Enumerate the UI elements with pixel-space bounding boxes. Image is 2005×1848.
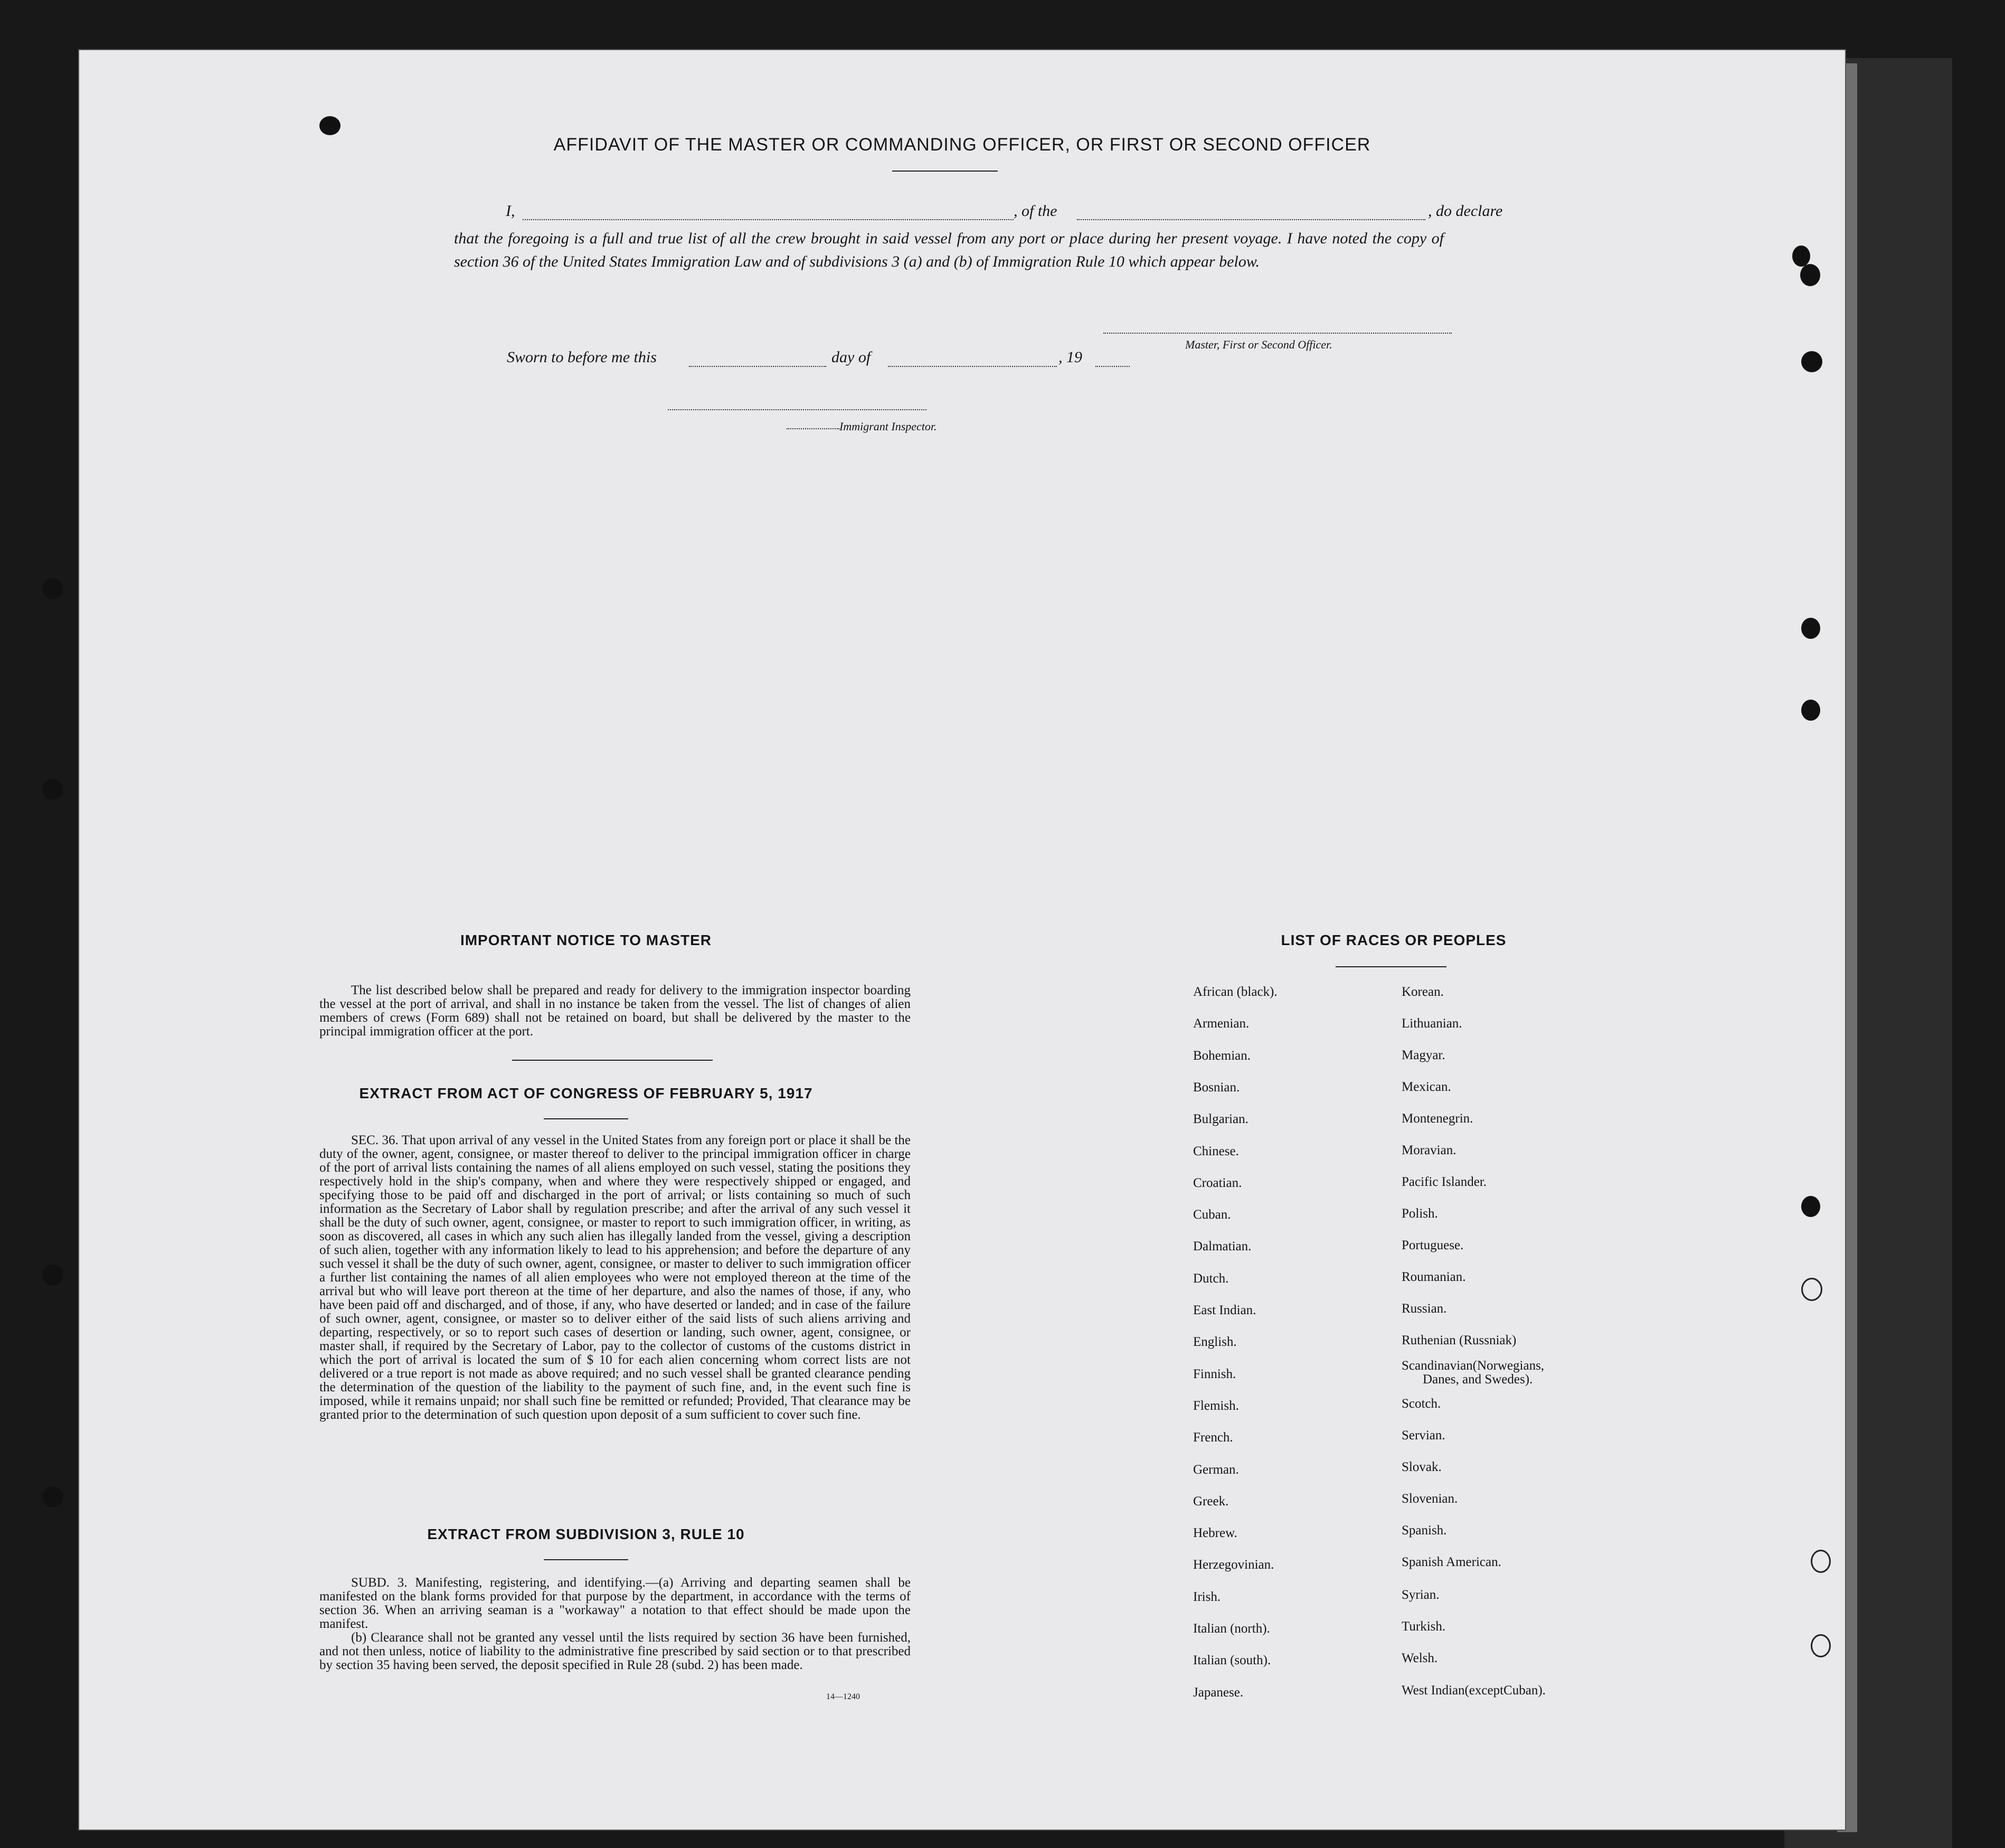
punch-hole: [1801, 1196, 1820, 1217]
affidavit-title: AFFIDAVIT OF THE MASTER OR COMMANDING OFFICER, OR FIRST OR SECOND OFFICER: [553, 135, 1371, 155]
race-item: Bulgarian.: [1193, 1112, 1249, 1127]
sworn-label: Sworn to before me this: [507, 348, 657, 366]
punch-hole: [42, 779, 63, 800]
act-heading-underline: [544, 1118, 628, 1119]
race-item: West Indian(exceptCuban).: [1402, 1683, 1546, 1698]
sworn-day-field[interactable]: [689, 366, 826, 367]
race-item: Turkish.: [1402, 1619, 1446, 1634]
race-item: Slovenian.: [1402, 1492, 1458, 1506]
punch-hole: [1811, 1634, 1831, 1657]
punch-hole: [319, 116, 341, 135]
race-item: Scotch.: [1402, 1397, 1441, 1411]
declare-label: , do declare: [1428, 202, 1503, 220]
race-item: Montenegrin.: [1402, 1111, 1473, 1126]
race-item: Hebrew.: [1193, 1526, 1237, 1541]
manifest-page: [79, 50, 1845, 1830]
punch-hole: [42, 578, 63, 599]
race-item: Syrian.: [1402, 1588, 1440, 1602]
race-item: East Indian.: [1193, 1303, 1256, 1317]
vessel-label: , of the: [1014, 202, 1057, 220]
race-item: Polish.: [1402, 1206, 1438, 1221]
race-item: Magyar.: [1402, 1048, 1445, 1062]
race-item: Servian.: [1402, 1428, 1445, 1442]
punch-hole: [1801, 700, 1820, 721]
race-item: African (black).: [1193, 985, 1278, 999]
race-item: Dutch.: [1193, 1271, 1229, 1286]
race-item: Flemish.: [1193, 1398, 1239, 1413]
race-item: French.: [1193, 1430, 1233, 1445]
punch-hole: [1801, 618, 1820, 639]
punch-hole: [1801, 1278, 1822, 1301]
race-item: Danes, and Swedes).: [1423, 1372, 1533, 1387]
race-item: Russian.: [1402, 1302, 1447, 1316]
title-underline: [892, 171, 998, 172]
vessel-name-field[interactable]: [1077, 219, 1425, 220]
notice-divider: [512, 1060, 713, 1061]
inspector-signature-line[interactable]: [668, 409, 926, 410]
form-number: 14—1240: [826, 1692, 860, 1701]
rule-extract-text-a: SUBD. 3. Manifesting, registering, and identifying.—(a) Arriving and departing seamen shall be manifested on the blank forms provided for that purpose by the department, in accordance with the terms of section 36. When an arriving seaman is a "workaway" a notation to that effect should be made upon the manifest.: [319, 1576, 911, 1631]
race-item: Chinese.: [1193, 1144, 1239, 1158]
race-item: Pacific Islander.: [1402, 1175, 1487, 1189]
race-item: Slovak.: [1402, 1460, 1442, 1474]
year-label: , 19: [1058, 348, 1082, 366]
race-item: Croatian.: [1193, 1175, 1242, 1190]
race-item: Roumanian.: [1402, 1270, 1466, 1284]
day-of-label: day of: [831, 348, 871, 366]
race-item: Lithuanian.: [1402, 1016, 1462, 1031]
sworn-year-field[interactable]: [1095, 366, 1130, 367]
race-item: Finnish.: [1193, 1366, 1236, 1381]
race-item: Armenian.: [1193, 1016, 1250, 1031]
punch-hole: [1801, 351, 1822, 372]
race-item: Mexican.: [1402, 1080, 1451, 1094]
race-item: Spanish.: [1402, 1523, 1447, 1538]
race-item: Cuban.: [1193, 1208, 1231, 1222]
act-extract-heading: EXTRACT FROM ACT OF CONGRESS OF FEBRUARY 5, 1917: [359, 1085, 813, 1101]
race-item: English.: [1193, 1335, 1237, 1350]
punch-hole: [42, 1486, 63, 1507]
inspector-caption-dots: [787, 428, 839, 429]
signature-line[interactable]: [1103, 333, 1452, 334]
rule-extract-text-b: (b) Clearance shall not be granted any vessel until the lists required by section 36 have been furnished, and not then unless, notice of liability to the administrative fine prescribed by said section or to that prescribed by section 35 having been served, the deposit specified in Rule 28 (subd. 2) has been made.: [319, 1630, 911, 1672]
rule-heading-underline: [544, 1559, 628, 1560]
race-item: Herzegovinian.: [1193, 1558, 1274, 1572]
punch-hole: [1811, 1550, 1831, 1573]
inspector-caption: Immigrant Inspector.: [839, 420, 937, 433]
race-item: Japanese.: [1193, 1685, 1244, 1700]
race-item: Portuguese.: [1402, 1238, 1464, 1252]
race-item: Moravian.: [1402, 1143, 1457, 1157]
race-item: Ruthenian (Russniak): [1402, 1333, 1517, 1347]
race-item: Korean.: [1402, 985, 1444, 999]
declaration-text: [454, 227, 1444, 274]
punch-hole: [42, 1265, 63, 1286]
notice-text: The list described below shall be prepared and ready for delivery to the immigration inspector boarding the vessel at the port of arrival, and shall in no instance be taken from the vessel. The list of changes of alien members of crews (Form 689) shall not be retained on board, but shall be delivered by the master to the principal immigration officer at the port.: [319, 983, 911, 1039]
race-item: Italian (south).: [1193, 1653, 1271, 1668]
race-item: Welsh.: [1402, 1651, 1438, 1665]
sworn-month-field[interactable]: [888, 366, 1057, 367]
race-item: Italian (north).: [1193, 1621, 1270, 1636]
punch-hole: [1792, 246, 1810, 267]
act-extract-text: SEC. 36. That upon arrival of any vessel in the United States from any foreign port or place it shall be the duty of the owner, agent, consignee, or master thereof to deliver to the principal immigration officer in charge of the port of arrival lists containing the names of all aliens employed on such vessel, stating the positions they respectively hold in the ship's company, when and where they were respectively shipped or engaged, and specifying those to be paid off and discharged in the port of arrival; or lists containing so much of such information as the Secretary of Labor shall by regulation prescribe; and after the arrival of any such vessel it shall be the duty of such owner, agent, consignee, or master to report to such immigration officer, in writing, as soon as discovered, all cases in which any such alien has illegally landed from the vessel, giving a description of such alien, together with any information likely to lead to his apprehension; and before the departure of any such vessel it shall be the duty of such owner, agent, consignee, or master to deliver to such immigration officer a further list containing the names of all alien employees who were not employed thereon at the time of the arrival but who will leave port thereon at the time of her departure, and also the names of those, if any, who have been paid off and discharged, and of those, if any, who have deserted or landed; and in case of the failure of such owner, agent, consignee, or master so to deliver either of the said lists of such aliens arriving and departing, respectively, or so to report such cases of desertion or landing, such owner, agent, consignee, or master shall, if required by the Secretary of Labor, pay to the collector of customs of the customs district in which the port of arrival is located the sum of $ 10 for each alien concerning whom correct lists are not delivered or a true report is not made as above required; and no such vessel shall be granted clearance pending the determination of the question of the liability to the payment of such fine, and, in the event such fine is imposed, while it remains unpaid; nor shall such fine be remitted or refunded; Provided, That clearance may be granted prior to the determination of such question upon deposit of a sum sufficient to cover such fine.: [319, 1133, 911, 1422]
rule-extract-heading: EXTRACT FROM SUBDIVISION 3, RULE 10: [427, 1526, 745, 1542]
punch-hole: [1800, 264, 1820, 286]
race-item: Bosnian.: [1193, 1080, 1240, 1095]
declarant-label: I,: [506, 202, 515, 220]
races-heading: LIST OF RACES OR PEOPLES: [1281, 932, 1507, 948]
race-item: Irish.: [1193, 1589, 1221, 1604]
race-item: Spanish American.: [1402, 1555, 1501, 1569]
race-item: Greek.: [1193, 1494, 1229, 1508]
race-item: German.: [1193, 1462, 1239, 1477]
notice-heading: IMPORTANT NOTICE TO MASTER: [460, 932, 712, 948]
races-heading-underline: [1336, 966, 1446, 967]
signature-caption: Master, First or Second Officer.: [1185, 338, 1332, 351]
race-item: Dalmatian.: [1193, 1239, 1252, 1254]
declaration-paragraph: that the foregoing is a full and true list of all the crew brought in said vessel from any port or place during her present voyage. I have noted the copy of section 36 of the United States Immigration Law and of subdivisions 3 (a) and (b) of Immigration Rule 10 which appear below.: [454, 230, 1444, 270]
race-item: Scandinavian(Norwegians,: [1402, 1359, 1545, 1373]
declarant-name-field[interactable]: [523, 219, 1014, 220]
race-item: Bohemian.: [1193, 1048, 1251, 1063]
